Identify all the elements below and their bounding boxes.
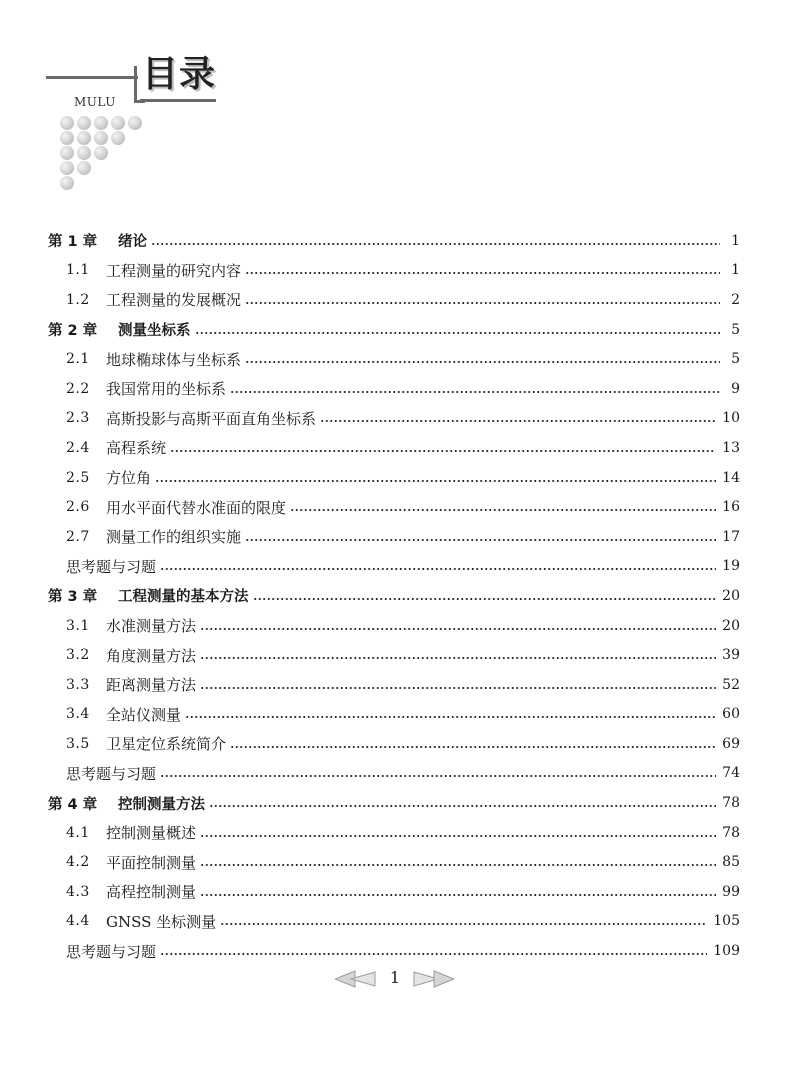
- toc-entry-title: 高程系统: [106, 439, 167, 458]
- dot-leader: [155, 480, 716, 482]
- toc-entry-lead: [48, 733, 226, 754]
- toc-entry-lead: [48, 615, 196, 636]
- toc-entry-lead: [48, 349, 241, 370]
- dot-leader: [230, 746, 716, 748]
- dot: [77, 116, 91, 130]
- toc-entry-number: 3.2: [66, 647, 90, 664]
- toc-chapter-row[interactable]: [48, 226, 740, 256]
- toc-entry-number: 4.4: [66, 913, 90, 930]
- toc-entry-page: 16: [722, 499, 740, 516]
- toc-entry-page: 39: [722, 647, 740, 664]
- toc-entry-lead: [48, 881, 196, 902]
- toc-entry-page: 19: [722, 558, 740, 575]
- toc-entry-page: 1: [731, 232, 740, 249]
- dot: [60, 116, 74, 130]
- toc-entry-page: 78: [722, 795, 740, 812]
- dot: [111, 131, 125, 145]
- dot-leader: [245, 539, 716, 541]
- dot-leader: [220, 923, 707, 925]
- dot-leader: [185, 716, 716, 718]
- toc-entry-lead: [48, 556, 156, 577]
- toc-entry-title: 工程测量的研究内容: [106, 261, 242, 280]
- toc-entry-page: 74: [722, 765, 740, 782]
- dot-leader: [209, 805, 716, 807]
- toc-entry-number: 第 3 章: [48, 589, 98, 606]
- toc-entry-page: 17: [722, 528, 740, 545]
- dot: [60, 161, 74, 175]
- dot: [94, 146, 108, 160]
- toc-entry-page: 78: [722, 824, 740, 841]
- dot: [128, 116, 142, 130]
- toc-entry-lead: [48, 911, 216, 932]
- dot-leader: [170, 450, 716, 452]
- toc-section-row[interactable]: [48, 492, 740, 522]
- toc-entry-lead: [48, 941, 156, 962]
- toc-entry-title: 地球椭球体与坐标系: [106, 350, 242, 369]
- toc-entry-number: 2.5: [66, 469, 90, 486]
- dot: [60, 176, 74, 190]
- toc-entry-title: 平面控制测量: [106, 853, 197, 872]
- toc-entry-number: 4.1: [66, 824, 90, 841]
- toc-section-row[interactable]: [48, 285, 740, 315]
- toc-entry-page: 5: [731, 321, 740, 338]
- toc-entry-page: 60: [722, 706, 740, 723]
- toc-section-row[interactable]: [48, 907, 740, 937]
- toc-section-row[interactable]: [48, 611, 740, 641]
- toc-section-row[interactable]: [48, 877, 740, 907]
- toc-chapter-row[interactable]: [48, 581, 740, 611]
- toc-entry-lead: [48, 704, 181, 725]
- toc-section-row[interactable]: [48, 700, 740, 730]
- toc-entry-title: 高斯投影与高斯平面直角坐标系: [106, 409, 317, 428]
- toc-section-row[interactable]: [48, 729, 740, 759]
- toc-header: [0, 0, 790, 200]
- toc-entry-page: 52: [722, 676, 740, 693]
- toc-entry-number: 第 4 章: [48, 796, 98, 813]
- toc-entry-page: 85: [722, 854, 740, 871]
- toc-entry-page: 20: [722, 617, 740, 634]
- toc-entry-page: 69: [722, 735, 740, 752]
- page-footer: [0, 964, 790, 994]
- toc-entry-number: 1.2: [66, 291, 90, 308]
- toc-entry-title: 控制测量方法: [118, 796, 205, 813]
- toc-section-row[interactable]: [48, 374, 740, 404]
- toc-entry-lead: [48, 378, 226, 399]
- toc-entry-title: 思考题与习题: [66, 557, 157, 576]
- toc-chapter-row[interactable]: [48, 315, 740, 345]
- dot-leader: [200, 628, 716, 630]
- toc-entry-title: 思考题与习题: [66, 942, 157, 961]
- toc-entry-lead: [48, 645, 196, 666]
- toc-entry-title: 工程测量的发展概况: [106, 291, 242, 310]
- dot-leader: [253, 598, 717, 600]
- dot-leader: [200, 864, 716, 866]
- toc-entry-page: 14: [722, 469, 740, 486]
- toc-entry-number: 2.1: [66, 351, 90, 368]
- toc-entry-title: 高程控制测量: [106, 883, 197, 902]
- left-arrow-icon: [335, 970, 379, 988]
- toc-entry-lead: [48, 230, 147, 251]
- dot-leader: [230, 391, 720, 393]
- dot-leader: [200, 894, 716, 896]
- toc-entry-number: 1.1: [66, 262, 90, 279]
- right-arrow-icon: [410, 970, 454, 988]
- dot-leader: [245, 361, 720, 363]
- toc-entry-lead: [48, 526, 241, 547]
- dot-leader: [151, 243, 720, 245]
- toc-entry-lead: [48, 674, 196, 695]
- toc-entry-lead: [48, 260, 241, 281]
- toc-entry-number: 2.3: [66, 410, 90, 427]
- toc-entry-number: 2.2: [66, 380, 90, 397]
- toc-section-row[interactable]: [48, 640, 740, 670]
- toc-section-row[interactable]: [48, 463, 740, 493]
- dot-leader: [195, 332, 721, 334]
- toc-entry-number: 2.6: [66, 499, 90, 516]
- dot-leader: [160, 953, 707, 955]
- toc-section-row[interactable]: [48, 522, 740, 552]
- toc-entry-title: 方位角: [106, 469, 152, 488]
- dot-leader: [245, 272, 720, 274]
- dot: [77, 161, 91, 175]
- toc-entry-number: 3.1: [66, 617, 90, 634]
- toc-entry-lead: [48, 467, 151, 488]
- toc-entry-title: 距离测量方法: [106, 676, 197, 695]
- toc-entry-page: 9: [731, 380, 740, 397]
- toc-entry-title: 工程测量的基本方法: [118, 589, 249, 606]
- dot-leader: [320, 420, 716, 422]
- toc-entry-title: 测量坐标系: [118, 323, 191, 340]
- dot-leader: [200, 835, 716, 837]
- dot-leader: [160, 568, 716, 570]
- toc-exercise-row[interactable]: [48, 759, 740, 789]
- toc-entry-title: 思考题与习题: [66, 764, 157, 783]
- toc-exercise-row[interactable]: [48, 552, 740, 582]
- toc-entry-title: 用水平面代替水准面的限度: [106, 498, 287, 517]
- toc-entry-number: 4.3: [66, 883, 90, 900]
- toc-entry-lead: [48, 319, 191, 340]
- toc-entry-page: 13: [722, 439, 740, 456]
- toc-entry-title: GNSS 坐标测量: [106, 912, 217, 931]
- toc-section-row[interactable]: [48, 433, 740, 463]
- toc-entry-title: 角度测量方法: [106, 646, 197, 665]
- dot: [77, 146, 91, 160]
- toc-entry-lead: [48, 289, 241, 310]
- toc-entry-number: 第 2 章: [48, 323, 98, 340]
- toc-entry-lead: [48, 852, 196, 873]
- toc-entry-number: 第 1 章: [48, 234, 98, 251]
- dot: [60, 146, 74, 160]
- toc-entry-number: 3.3: [66, 676, 90, 693]
- toc-entry-title: 我国常用的坐标系: [106, 380, 227, 399]
- dot: [60, 131, 74, 145]
- dot: [111, 116, 125, 130]
- table-of-contents: [48, 226, 740, 966]
- toc-entry-lead: [48, 437, 166, 458]
- toc-entry-lead: [48, 408, 316, 429]
- toc-entry-title: 卫星定位系统简介: [106, 735, 227, 754]
- dot-leader: [290, 509, 716, 511]
- toc-section-row[interactable]: [48, 670, 740, 700]
- toc-section-row[interactable]: [48, 847, 740, 877]
- toc-entry-lead: [48, 763, 156, 784]
- toc-entry-lead: [48, 497, 286, 518]
- toc-entry-title: 测量工作的组织实施: [106, 528, 242, 547]
- toc-entry-title: 水准测量方法: [106, 617, 197, 636]
- toc-entry-number: 4.2: [66, 854, 90, 871]
- toc-entry-page: 10: [722, 410, 740, 427]
- dot: [94, 131, 108, 145]
- toc-section-row[interactable]: [48, 818, 740, 848]
- dot-leader: [245, 302, 720, 304]
- page-number: 1: [389, 968, 401, 987]
- toc-entry-page: 20: [722, 587, 740, 604]
- dot-leader: [200, 657, 716, 659]
- toc-entry-page: 109: [713, 943, 740, 960]
- dot: [77, 131, 91, 145]
- toc-entry-number: 2.7: [66, 528, 90, 545]
- header-rule-under-title: [140, 99, 216, 102]
- toc-entry-page: 2: [731, 291, 740, 308]
- dot: [94, 116, 108, 130]
- toc-entry-lead: [48, 822, 196, 843]
- toc-entry-number: 3.4: [66, 706, 90, 723]
- toc-entry-page: 99: [722, 883, 740, 900]
- toc-subtitle: MULU: [74, 95, 116, 109]
- toc-section-row[interactable]: [48, 256, 740, 286]
- toc-entry-number: 3.5: [66, 735, 90, 752]
- toc-entry-lead: [48, 585, 249, 606]
- toc-entry-title: 控制测量概述: [106, 824, 197, 843]
- toc-entry-title: 全站仪测量: [106, 705, 182, 724]
- toc-entry-title: 绪论: [118, 234, 147, 251]
- toc-section-row[interactable]: [48, 344, 740, 374]
- toc-entry-number: 2.4: [66, 439, 90, 456]
- header-rule-left: [46, 76, 138, 79]
- toc-entry-page: 1: [731, 262, 740, 279]
- toc-chapter-row[interactable]: [48, 788, 740, 818]
- toc-title: 目录: [142, 54, 217, 95]
- toc-entry-page: 5: [731, 351, 740, 368]
- toc-entry-lead: [48, 793, 205, 814]
- dot-leader: [160, 775, 716, 777]
- toc-entry-page: 105: [713, 913, 740, 930]
- toc-exercise-row[interactable]: [48, 936, 740, 966]
- toc-section-row[interactable]: [48, 404, 740, 434]
- dot-leader: [200, 687, 716, 689]
